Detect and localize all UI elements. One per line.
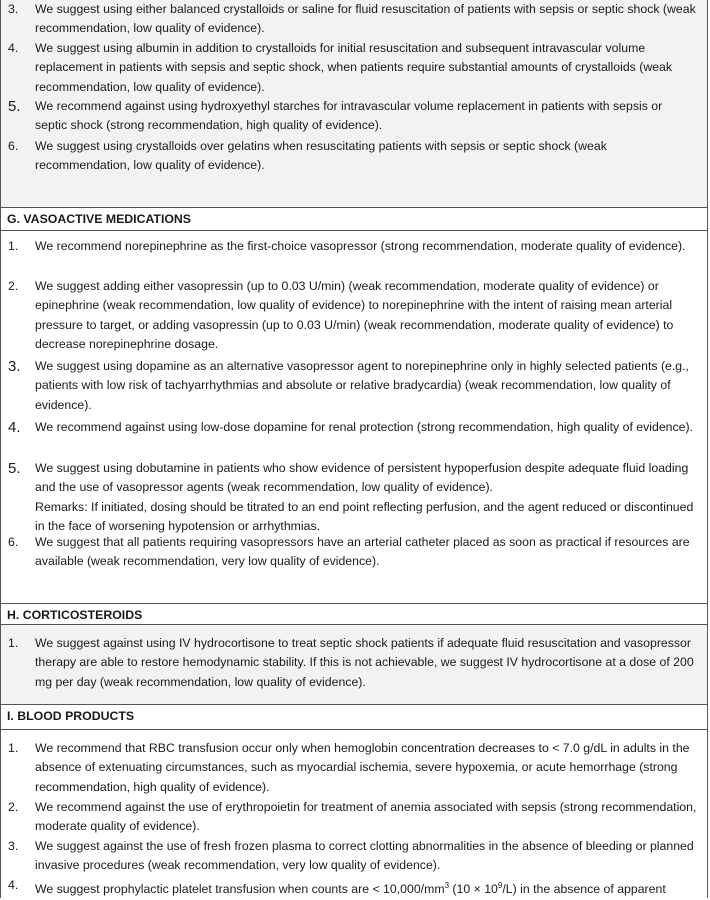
item-number: 6.	[8, 139, 19, 153]
item-text: We suggest using dopamine as an alternative vasopressor agent to norepinephrine only in highly selected patients (e.g., patients with low risk of tachyarrhythmias and absolute or relative bradycardia) (weak recommendation, low quality of evidence).	[35, 359, 689, 412]
item-number: 4.	[8, 419, 21, 436]
item-number: 3.	[8, 2, 19, 16]
item-number: 3.	[8, 358, 21, 375]
item-text	[35, 876, 697, 900]
item-number: 5.	[8, 460, 21, 477]
item-text: We suggest against the use of fresh frozen plasma to correct clotting abnormalities in the absence of bleeding or planned invasive procedures (weak recommendation, very low quality of evidence).	[35, 839, 694, 873]
item-number: 2.	[8, 800, 19, 814]
item-number: 1.	[8, 741, 19, 755]
item-number: 3.	[8, 839, 19, 853]
item-number: 1.	[8, 636, 19, 650]
item-number: 5.	[8, 98, 21, 115]
item-number: 1.	[8, 239, 19, 253]
section-title: I. BLOOD PRODUCTS	[7, 709, 135, 723]
item-number: 4.	[8, 878, 19, 892]
item-text: We suggest adding either vasopressin (up to 0.03 U/min) (weak recommendation, moderate quality of evidence) or epinephrine (weak recommendation, low quality of evidence) to norepinephrine with the intent of raising mean arterial pressure to target, or adding vasopressin (up to 0.03 U/min) (weak recommendation, moderate quality of evidence) to decrease norepinephrine dosage.	[35, 279, 674, 352]
item-text	[35, 459, 697, 537]
vasoactive-section	[0, 208, 708, 604]
item-number: 4.	[8, 41, 19, 55]
fluid-therapy-section	[0, 0, 708, 208]
superscript: 9	[497, 881, 503, 890]
item-number: 6.	[8, 535, 19, 549]
item-text: We recommend against using low-dose dopamine for renal protection (strong recommendation, high quality of evidence).	[35, 420, 694, 434]
item-text: We suggest using either balanced crystalloids or saline for fluid resuscitation of patients with sepsis or septic shock (weak recommendation, low quality of evidence).	[35, 2, 696, 36]
corticosteroids-section	[0, 604, 708, 705]
section-title: G. VASOACTIVE MEDICATIONS	[7, 212, 192, 226]
item-text: We recommend against using hydroxyethyl starches for intravascular volume replacement in patients with sepsis or septic shock (strong recommendation, high quality of evidence).	[35, 99, 663, 133]
item-text-part: (10 × 10	[449, 882, 498, 897]
item-text: We suggest against using IV hydrocortisone to treat septic shock patients if adequate fluid resuscitation and vasopressor therapy are able to restore hemodynamic stability. If this is not achievable, we suggest IV hydrocortisone at a dose of 200 mg per day (weak recommendation, low quality of evidence).	[35, 636, 694, 689]
section-header	[1, 208, 707, 231]
item-text: We recommend norepinephrine as the first-choice vasopressor (strong recommendation, moderate quality of evidence).	[35, 239, 686, 253]
section-title: H. CORTICOSTEROIDS	[7, 608, 143, 622]
item-text: We suggest using albumin in addition to crystalloids for initial resuscitation and subsequent intravascular volume replacement in patients with sepsis and septic shock, when patients require substantial amounts of crystalloids (weak recommendation, low quality of evidence).	[35, 41, 673, 94]
item-text: We suggest using crystalloids over gelatins when resuscitating patients with sepsis or septic shock (weak recommendation, low quality of evidence).	[35, 139, 607, 173]
item-text-part: We suggest prophylactic platelet transfusion when counts are < 10,000/mm	[35, 882, 445, 897]
item-number: 2.	[8, 279, 19, 293]
section-header	[1, 705, 707, 730]
superscript: 3	[444, 881, 450, 890]
item-text: We suggest that all patients requiring vasopressors have an arterial catheter placed as soon as practical if resources are available (weak recommendation, very low quality of evidence).	[35, 535, 690, 569]
blood-products-section	[0, 705, 708, 898]
section-header	[1, 604, 707, 625]
item-text: We recommend that RBC transfusion occur only when hemoglobin concentration decreases to < 7.0 g/dL in adults in the absence of extenuating circumstances, such as myocardial ischemia, severe hypoxemia, or acute hemorrhage (strong recommendation, high quality of evidence).	[35, 741, 690, 794]
item-main-text: We suggest using dobutamine in patients who show evidence of persistent hypoperfusion despite adequate fluid loading and the use of vasopressor agents (weak recommendation, low quality of evidence).	[35, 461, 689, 495]
item-text: We recommend against the use of erythropoietin for treatment of anemia associated with sepsis (strong recommendation, moderate quality of evidence).	[35, 800, 697, 834]
item-remark: Remarks: If initiated, dosing should be titrated to an end point reflecting perfusion, and the agent reduced or discontinued in the face of worsening hypotension or arrhythmias.	[35, 499, 694, 534]
item-text-part: /L) in the absence of apparent	[502, 882, 666, 897]
